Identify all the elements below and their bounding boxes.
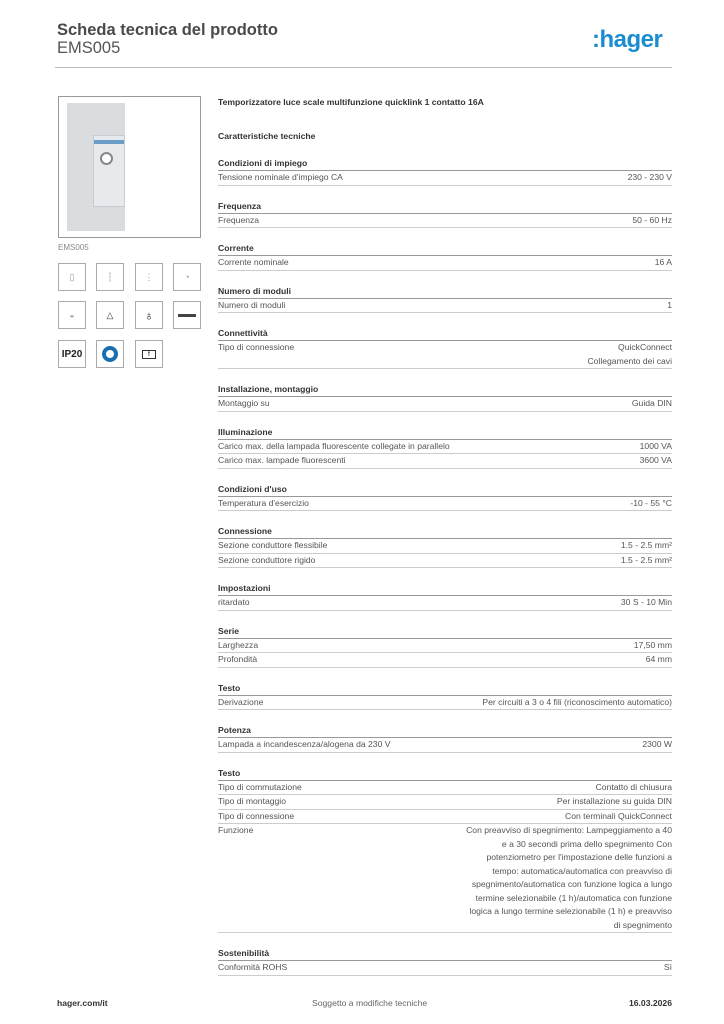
spec-value: Per circuiti a 3 o 4 fili (riconoscimento automatico)	[482, 696, 672, 707]
section-title: Potenza	[218, 723, 672, 738]
section-title: Numero di moduli	[218, 284, 672, 299]
spec-row	[218, 497, 672, 512]
spec-label: Carico max. della lampada fluorescente collegate in parallelo	[218, 440, 450, 451]
spec-section	[218, 156, 672, 186]
bulb-icon: ♁	[135, 301, 163, 329]
spec-value: 64 mm	[645, 654, 672, 664]
terminal-icon: ⋮	[135, 263, 163, 291]
din-rail-icon	[173, 301, 201, 329]
spec-label: Derivazione	[218, 696, 264, 707]
spec-row	[218, 214, 672, 229]
spec-section	[218, 681, 672, 711]
spec-label: Profondità	[218, 654, 258, 664]
footer-date: 16.03.2026	[628, 998, 672, 1008]
spec-value: 1.5 - 2.5 mm²	[620, 554, 672, 565]
module-side-icon: ◒	[58, 301, 86, 329]
spec-label: Corrente nominale	[218, 257, 289, 267]
spec-label: Sezione conduttore rigido	[218, 554, 316, 565]
spec-label: Tipo di connessione	[218, 342, 295, 352]
spec-value: 17,50 mm	[633, 639, 672, 650]
spec-row	[218, 341, 672, 369]
spec-section	[218, 199, 672, 229]
spec-label: Tipo di montaggio	[218, 796, 286, 806]
spec-row	[218, 810, 672, 825]
section-title: Condizioni d'uso	[218, 482, 672, 497]
spec-value: QuickConnect Collegamento dei cavi	[587, 342, 672, 366]
spec-label: Conformità ROHS	[218, 962, 288, 972]
spec-value: 2300 W	[642, 739, 672, 749]
spec-row	[218, 596, 672, 611]
spec-row	[218, 781, 672, 796]
section-title: Illuminazione	[218, 425, 672, 440]
section-title: Connettività	[218, 326, 672, 341]
spec-label: ritardato	[218, 597, 250, 607]
spec-value: 230 - 230 V	[627, 172, 672, 182]
spec-value: 30 S - 10 Min	[620, 597, 672, 607]
section-title: Connessione	[218, 524, 672, 539]
product-image	[58, 96, 201, 238]
spec-section	[218, 482, 672, 512]
fuse-icon: ┆	[96, 263, 124, 291]
section-title: Condizioni di impiego	[218, 156, 672, 171]
spec-value: 3600 VA	[639, 455, 672, 465]
footer-website-link[interactable]: hager.com/it	[57, 998, 108, 1008]
section-title: Frequenza	[218, 199, 672, 214]
spec-label: Frequenza	[218, 214, 260, 225]
spec-value: Per installazione su guida DIN	[556, 796, 672, 806]
device-illustration	[67, 103, 125, 231]
spec-label: Sezione conduttore flessibile	[218, 540, 328, 550]
section-title: Testo	[218, 766, 672, 781]
spec-label: Montaggio su	[218, 398, 270, 408]
spec-section	[218, 524, 672, 568]
spec-label: Larghezza	[218, 639, 259, 650]
spec-value: 1	[667, 299, 672, 310]
header-divider	[55, 67, 672, 68]
spec-value: Contatto di chiusura	[595, 781, 672, 792]
product-title: Temporizzatore luce scale multifunzione quicklink 1 contatto 16A	[218, 97, 484, 107]
spec-label: Temperatura d'esercizio	[218, 497, 309, 508]
spec-value: Sì	[663, 962, 672, 972]
stairs-light-icon: △	[96, 301, 124, 329]
characteristics-title: Caratteristiche tecniche	[218, 131, 316, 141]
spec-row	[218, 696, 672, 711]
spec-row	[218, 440, 672, 455]
function-badge: f	[142, 350, 156, 359]
spec-label: Lampada a incandescenza/alogena da 230 V	[218, 739, 391, 749]
section-title: Serie	[218, 624, 672, 639]
spec-row	[218, 554, 672, 569]
hager-logo: :hager	[592, 26, 663, 53]
spec-section	[218, 326, 672, 369]
spec-value: Con preavviso di spegnimento: Lampeggiamento a 40 e a 30 secondi prima dello spegnimento Con potenziometro per l'impostazione delle funzioni a tempo: automatica/automatica con preavviso di spegnimento/automatica con funzione logica a lungo termine selezionabile (1 h)/automatica con funzione logica a lungo termine selezionabile (1 h) e preavviso di spegnimento	[466, 825, 672, 930]
spec-section	[218, 766, 672, 934]
spec-label: Tensione nominale d'impiego CA	[218, 172, 343, 182]
device-band	[94, 140, 124, 144]
spec-value: 1.5 - 2.5 mm²	[620, 540, 672, 550]
function-icon	[135, 340, 163, 368]
section-title: Corrente	[218, 241, 672, 256]
spec-value: 50 - 60 Hz	[632, 214, 672, 225]
spec-row	[218, 171, 672, 186]
page-title: Scheda tecnica del prodotto	[57, 21, 278, 39]
quickconnect-icon	[96, 340, 124, 368]
spec-value: Con terminali QuickConnect	[565, 810, 672, 821]
spec-row	[218, 824, 672, 933]
image-caption: EMS005	[58, 243, 89, 252]
section-title: Impostazioni	[218, 581, 672, 596]
footer-note: Soggetto a modifiche tecniche	[312, 998, 428, 1008]
section-title: Installazione, montaggio	[218, 382, 672, 397]
spec-section	[218, 284, 672, 314]
spec-row	[218, 961, 672, 976]
spec-value: 1000 VA	[639, 440, 672, 451]
spec-row	[218, 397, 672, 412]
spec-value: -10 - 55 °C	[630, 497, 672, 508]
spec-row	[218, 539, 672, 554]
spec-row	[218, 795, 672, 810]
device-front	[93, 135, 125, 207]
spec-label: Funzione	[218, 825, 254, 835]
spec-row	[218, 256, 672, 271]
spec-label: Tipo di connessione	[218, 810, 295, 821]
spec-section	[218, 723, 672, 753]
spec-row	[218, 653, 672, 668]
lamp-icon: ▯	[58, 263, 86, 291]
spec-row	[218, 454, 672, 469]
section-title: Testo	[218, 681, 672, 696]
spec-section	[218, 581, 672, 611]
spec-label: Carico max. lampade fluorescenti	[218, 455, 346, 465]
ip20-badge: IP20	[58, 340, 86, 368]
spec-value: 16 A	[654, 257, 672, 267]
spec-row	[218, 738, 672, 753]
spec-value: Guida DIN	[631, 398, 672, 408]
spec-section	[218, 241, 672, 271]
spec-row	[218, 299, 672, 314]
spec-row	[218, 639, 672, 654]
product-code: EMS005	[57, 39, 121, 57]
spec-section	[218, 946, 672, 976]
spec-label: Numero di moduli	[218, 299, 286, 310]
section-title: Sostenibilità	[218, 946, 672, 961]
spec-table	[218, 96, 672, 976]
spec-section	[218, 425, 672, 469]
module-icon: ◔	[173, 263, 201, 291]
spec-label: Tipo di commutazione	[218, 781, 302, 792]
device-knob	[100, 152, 113, 165]
spec-section	[218, 624, 672, 668]
spec-section	[218, 382, 672, 412]
